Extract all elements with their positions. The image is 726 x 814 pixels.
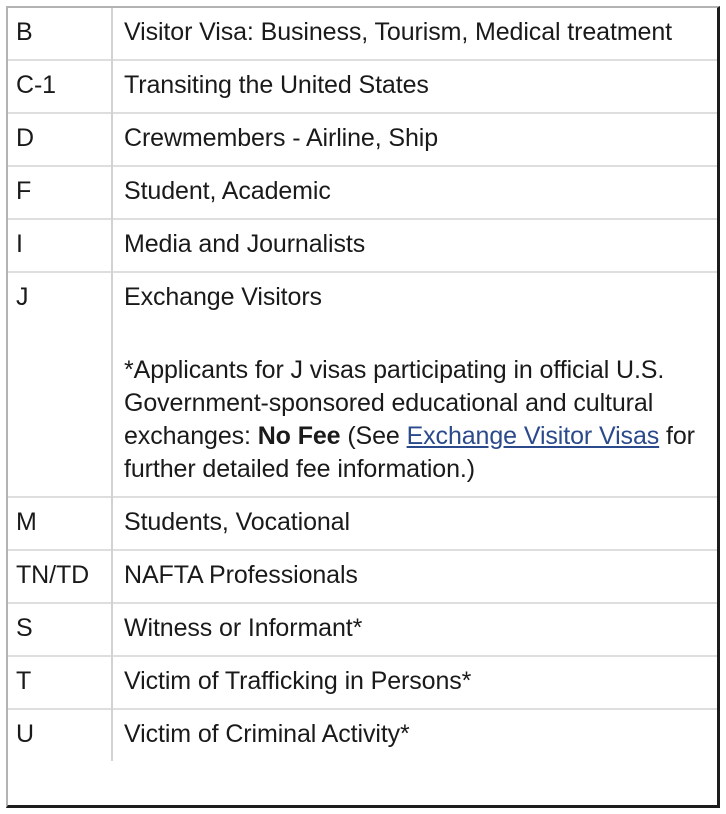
visa-description-cell: Crewmembers - Airline, Ship	[112, 113, 717, 166]
visa-category-table	[8, 8, 717, 761]
visa-table-frame	[6, 6, 720, 808]
table-row	[8, 113, 717, 166]
visa-table-body	[8, 8, 717, 761]
visa-description-title: Exchange Visitors	[124, 283, 322, 311]
visa-code-cell: F	[8, 166, 112, 219]
table-row	[8, 8, 717, 60]
visa-description-cell: Media and Journalists	[112, 219, 717, 272]
visa-description-cell: Students, Vocational	[112, 497, 717, 550]
visa-code-cell: U	[8, 709, 112, 761]
visa-code-cell: J	[8, 272, 112, 497]
table-row	[8, 709, 717, 761]
visa-description-cell: Victim of Criminal Activity*	[112, 709, 717, 761]
table-row	[8, 166, 717, 219]
visa-description-cell: Transiting the United States	[112, 60, 717, 113]
visa-fee-note	[124, 354, 707, 486]
exchange-visitor-visas-link[interactable]: Exchange Visitor Visas	[406, 422, 660, 450]
note-text-after-link: for further detailed fee information.)	[124, 422, 695, 483]
visa-description-cell: Witness or Informant*	[112, 603, 717, 656]
table-row	[8, 656, 717, 709]
visa-description-cell: Victim of Trafficking in Persons*	[112, 656, 717, 709]
visa-code-cell: T	[8, 656, 112, 709]
visa-code-cell: B	[8, 8, 112, 60]
visa-code-cell: I	[8, 219, 112, 272]
table-row	[8, 550, 717, 603]
note-text-before-link: (See	[340, 422, 407, 450]
table-row	[8, 497, 717, 550]
visa-description-cell: NAFTA Professionals	[112, 550, 717, 603]
table-row	[8, 60, 717, 113]
table-row	[8, 219, 717, 272]
visa-code-cell: D	[8, 113, 112, 166]
visa-code-cell: C-1	[8, 60, 112, 113]
visa-description-cell: Visitor Visa: Business, Tourism, Medical treatment	[124, 18, 673, 46]
visa-code-cell: M	[8, 497, 112, 550]
table-row	[8, 603, 717, 656]
visa-description-cell	[112, 272, 717, 497]
visa-code-cell: TN/TD	[8, 550, 112, 603]
table-row-exchange-visitors	[8, 272, 717, 497]
note-text-before-bold: *Applicants for J visas participating in official U.S. Government-sponsored educational and cultural exchanges:	[124, 356, 665, 450]
no-fee-bold-text: No Fee	[257, 422, 341, 450]
visa-code-cell: S	[8, 603, 112, 656]
visa-description-cell: Student, Academic	[112, 166, 717, 219]
